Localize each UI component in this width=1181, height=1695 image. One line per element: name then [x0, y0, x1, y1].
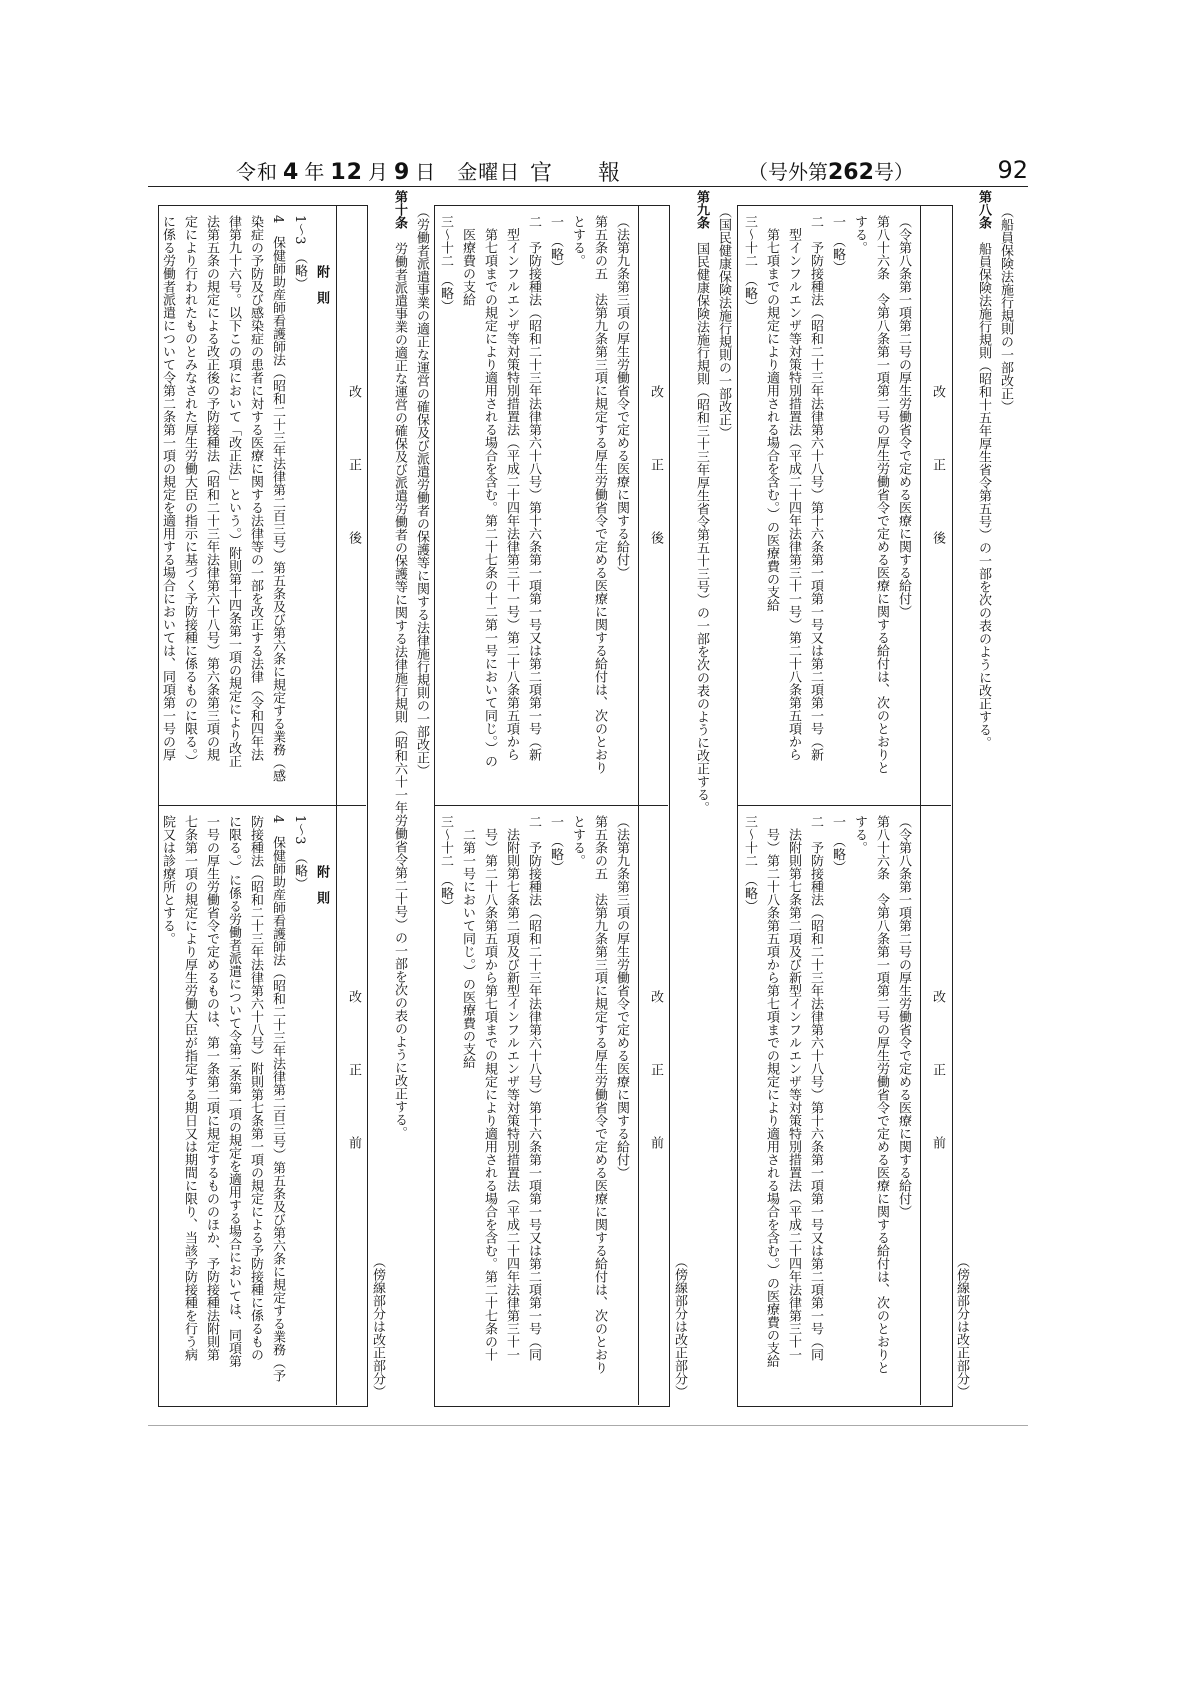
- footer-rule: [148, 1425, 1028, 1426]
- art10-heading: 第十条: [392, 190, 407, 229]
- art8-before-text: （令第八条第一項第二号の厚生労働省令で定める医療に関する給付） 第八十六条 令第八条第一項第二号の厚生労働省令で定める医療に関する給付は、次のとおりと する。 一 （略） 二 予防接種法（昭和二十三年法律第六十八号）第十六条第一項第一号又は第二項第一号（同 法附則第七条第二項及び新型インフルエンザ等対策特別措置法（平成二十四年法律第三十一 号）第二十八条第五項から第七項までの規定により適用される場合を含む。）の医療費の支給 三〜十二 （略）: [742, 815, 911, 1374]
- issue-date: 令和 4 年 12 月 9 日 金曜日: [236, 160, 521, 185]
- art9-note: （傍線部分は改正部分）: [672, 1255, 687, 1398]
- art8-note: （傍線部分は改正部分）: [954, 1255, 969, 1398]
- art10-after-label: 改正後: [346, 385, 361, 604]
- art8-caption: （船員保険法施行規則の一部改正）: [998, 205, 1013, 413]
- art9-mid-rule: [434, 805, 668, 806]
- art8-heading: 第八条: [976, 190, 991, 229]
- art8-mid-rule: [737, 805, 951, 806]
- art9-after-text: （法第九条第三項の厚生労働省令で定める医療に関する給付） 第五条の五 法第九条第三項に規定する厚生労働省令で定める医療に関する給付は、次のとおり とする。 一 （略） 二 予防接種法（昭和二十三年法律第六十八号）第十六条第一項第一号又は第二項第一号（新 型インフルエンザ等対策特別措置法（平成二十四年法律第三十一号）第二十八条第五項から 第七項までの規定により適用される場合を含む。第二十七条の十二第一号において同じ。）の 医療費の支給 三〜十二 （略）: [438, 215, 629, 774]
- art10-mid-rule: [158, 805, 366, 806]
- art10-before-text: 附 則 1〜3 （略） 4 保健師助産師看護師法（昭和二十三年法律第二百三号）第五条及び第六条に規定する業務（予 防接種法（昭和二十三年法律第六十八号）附則第七条第一項の規定による予防接種に係るもの に限る。）に係る労働者派遣について令第二条第一項の規定を適用する場合においては、同項第 一号の厚生労働省令で定めるものは、第一条第二項に規定するもののほか、予防接種法附則第 七条第一項の規定により厚生労働大臣が指定する期日又は期間に限り、当該予防接種を行う病 院又は診療所とする。: [160, 815, 329, 1383]
- art10-intro: 労働者派遣事業の適正な運営の確保及び派遣労働者の保護等に関する法律施行規則（昭和六十一年労働省令第二十号）の一部を次の表のように改正する。: [392, 242, 407, 1139]
- art9-intro: 国民健康保険法施行規則（昭和三十三年厚生省令第五十三号）の一部を次の表のように改正する。: [694, 242, 709, 814]
- page-number: 92: [997, 156, 1028, 184]
- art10-caption: （労働者派遣事業の適正な運営の確保及び派遣労働者の保護等に関する法律施行規則の一部改正）: [414, 205, 429, 777]
- art9-intro-line: [690, 190, 712, 814]
- gazette-header: [148, 150, 1028, 187]
- art10-intro-line: [388, 190, 410, 1390]
- art8-after-label: 改正後: [930, 385, 945, 604]
- gazette-title: 官報: [530, 161, 667, 186]
- art8-intro: 船員保険法施行規則（昭和十五年厚生省令第五号）の一部を次の表のように改正する。: [976, 242, 991, 749]
- art8-before-label: 改正前: [930, 990, 945, 1209]
- art9-heading: 第九条: [694, 190, 709, 229]
- art9-before-label: 改正前: [648, 990, 663, 1209]
- art9-after-label: 改正後: [648, 385, 663, 604]
- art8-intro-line: [972, 190, 994, 749]
- art9-before-text: （法第九条第三項の厚生労働省令で定める医療に関する給付） 第五条の五 法第九条第三項に規定する厚生労働省令で定める医療に関する給付は、次のとおり とする。 一 （略） 二 予防接種法（昭和二十三年法律第六十八号）第十六条第一項第一号又は第二項第一号（同 法附則第七条第二項及び新型インフルエンザ等対策特別措置法（平成二十四年法律第三十一 号）第二十八条第五項から第七項までの規定により適用される場合を含む。第二十七条の十 二第一号において同じ。）の医療費の支給 三〜十二 （略）: [438, 815, 629, 1374]
- art8-after-text: （令第八条第一項第二号の厚生労働省令で定める医療に関する給付） 第八十六条 令第八条第一項第二号の厚生労働省令で定める医療に関する給付は、次のとおりと する。 一 （略） 二 予防接種法（昭和二十三年法律第六十八号）第十六条第一項第一号又は第二項第一号（新 型インフルエンザ等対策特別措置法（平成二十四年法律第三十一号）第二十八条第五項から 第七項までの規定により適用される場合を含む。）の医療費の支給 三〜十二 （略）: [742, 215, 911, 774]
- art9-caption: （国民健康保険法施行規則の一部改正）: [716, 205, 731, 439]
- art10-note: （傍線部分は改正部分）: [370, 1255, 385, 1398]
- issue-number: （号外第262号）: [748, 160, 914, 185]
- art10-before-label: 改正前: [346, 990, 361, 1209]
- art10-after-text: 附 則 1〜3 （略） 4 保健師助産師看護師法（昭和二十三年法律第二百三号）第五条及び第六条に規定する業務（感 染症の予防及び感染症の患者に対する医療に関する法律等の一部を改正する法律（令和四年法 律第九十六号。以下この項において「改正法」という。）附則第十四条第一項の規定により改正 法第五条の規定による改正後の予防接種法（昭和二十三年法律第六十八号）第六条第三項の規 定により行われたものとみなされた厚生労働大臣の指示に基づく予防接種に係るものに限る。） に係る労働者派遣について令第二条第一項の規定を適用する場合においては、同項第一号の厚: [160, 215, 329, 783]
